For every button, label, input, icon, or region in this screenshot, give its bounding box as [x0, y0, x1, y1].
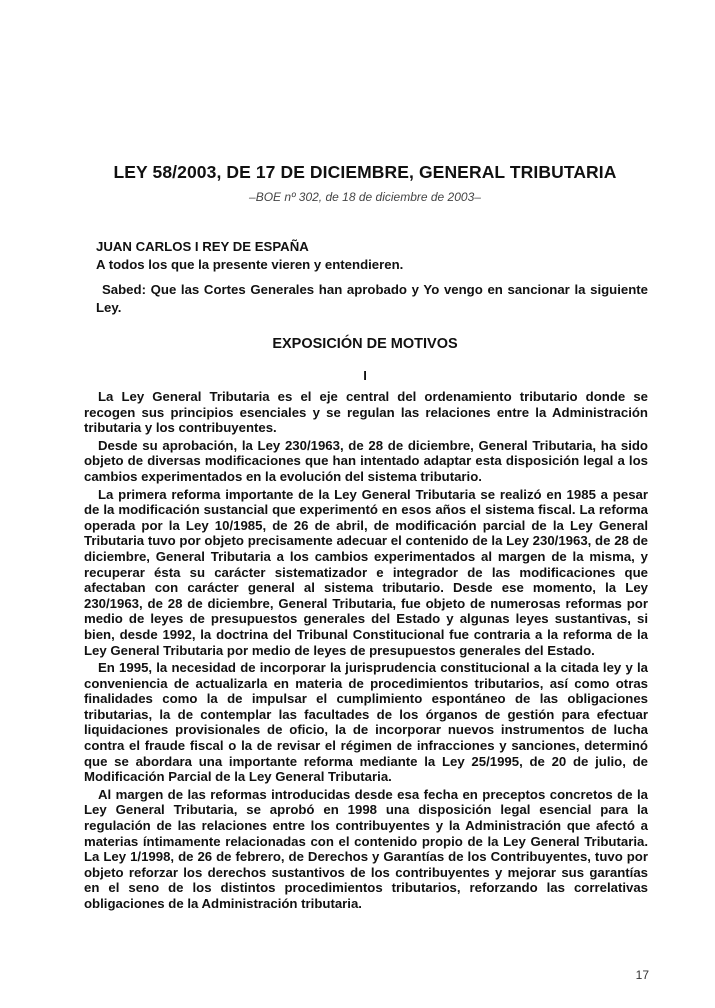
- body-text: [84, 389, 648, 914]
- body-paragraph: En 1995, la necesidad de incorporar la jurisprudencia constitucional a la citada ley y la conveniencia de actualizarla en materia de procedimientos tributarios, así como otras finalidades como la de impulsar el cumplimiento espontáneo de las obligaciones tributarias, la de contemplar las facultades de los órganos de gestión para efectuar liquidaciones provisionales de oficio, la de incorporar nuevos instrumentos de lucha contra el fraude fiscal o la de revisar el régimen de infracciones y sanciones, determinó que se abordara una importante reforma mediante la Ley 25/1995, de 20 de julio, de Modificación Parcial de la Ley General Tributaria.: [84, 660, 648, 785]
- section-title: EXPOSICIÓN DE MOTIVOS: [272, 336, 458, 352]
- greeting-line: A todos los que la presente vieren y entendieren.: [96, 256, 404, 272]
- body-paragraph: Desde su aprobación, la Ley 230/1963, de 28 de diciembre, General Tributaria, ha sido objeto de diversas modificaciones que han intentado adaptar esta disposición legal a los cambios experimentados en la evolución del sistema tributario.: [84, 437, 648, 484]
- body-paragraph: La primera reforma importante de la Ley General Tributaria se realizó en 1985 a pesar de la modificación sustancial que experimentó en esos años el sistema fiscal. La reforma operada por la Ley 10/1985, de 26 de abril, de modificación parcial de la Ley General Tributaria tuvo por objeto precisamente adecuar el contenido de la Ley 230/1963, de 28 de diciembre, General Tributaria a los cambios experimentados al margen de la misma, y recuperar ésta su carácter sistematizador e integrador de las modificaciones que afectaban con carácter general al sistema tributario. Desde ese momento, la Ley 230/1963, de 28 de diciembre, General Tributaria, fue objeto de numerosas reformas por medio de leyes de presupuestos generales del Estado y algunas leyes sustantivas, si bien, desde 1992, la doctrina del Tribunal Constitucional fue contraria a la reforma de la Ley General Tributaria por medio de leyes de presupuestos generales del Estado.: [84, 486, 648, 658]
- body-paragraph: Al margen de las reformas introducidas desde esa fecha en preceptos concretos de la Ley General Tributaria, se aprobó en 1998 una disposición legal esencial para la regulación de las relaciones entre los contribuyentes y la Administración que afectó a materias íntimamente relacionadas con el contenido propio de la Ley General Tributaria. La Ley 1/1998, de 26 de febrero, de Derechos y Garantías de los Contribuyentes, tuvo por objeto reforzar los derechos sustantivos de los contribuyentes y mejorar sus garantías en el seno de los distintos procedimientos tributarios, reforzando las correlativas obligaciones de la Administración tributaria.: [84, 786, 648, 911]
- boe-reference: –BOE nº 302, de 18 de diciembre de 2003–: [249, 190, 481, 204]
- king-heading: JUAN CARLOS I REY DE ESPAÑA: [96, 239, 309, 254]
- promulgation-block: [96, 238, 648, 316]
- law-title: LEY 58/2003, DE 17 DE DICIEMBRE, GENERAL TRIBUTARIA: [113, 162, 617, 182]
- sabed-paragraph: Sabed: Que las Cortes Generales han aprobado y Yo vengo en sancionar la siguiente Ley.: [96, 282, 648, 315]
- body-paragraph: La Ley General Tributaria es el eje central del ordenamiento tributario donde se recogen sus principios esenciales y se regulan las relaciones entre la Administración tributaria y los contribuyentes.: [84, 389, 648, 436]
- section-numeral: I: [363, 368, 367, 383]
- page-number: 17: [635, 968, 649, 982]
